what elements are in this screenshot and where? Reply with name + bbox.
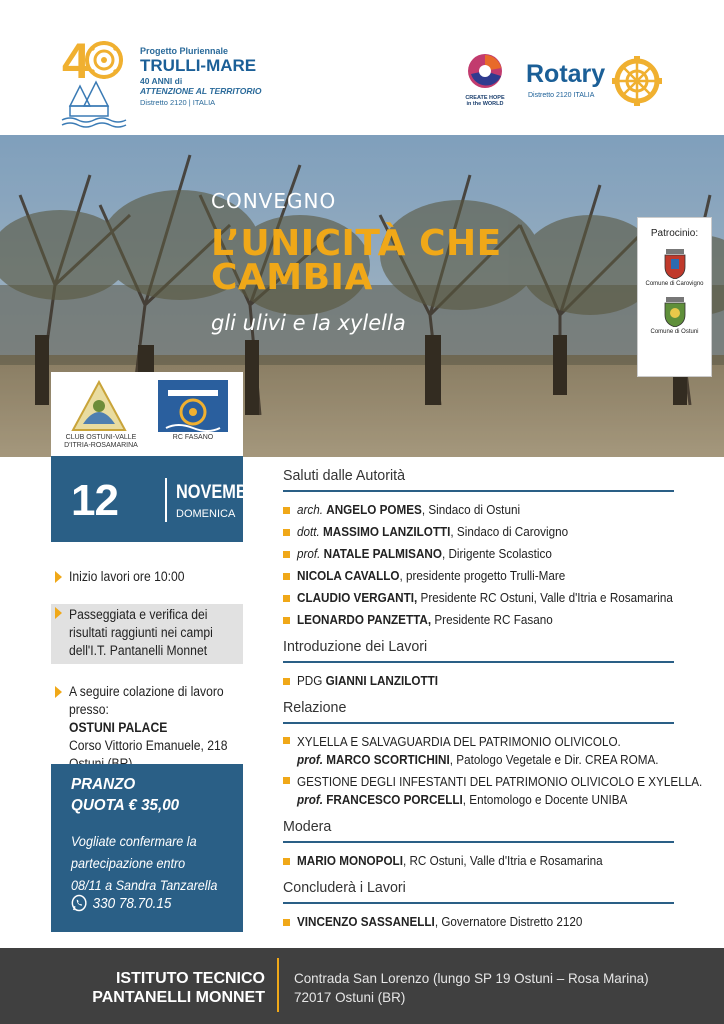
header [0,0,724,135]
address-line1: Contrada San Lorenzo (lungo SP 19 Ostuni – Rosa Marina) [294,970,649,986]
confirm-line2: partecipazione entro [71,855,186,871]
school-line2: PANTANELLI MONNET [92,989,265,1006]
trulli-mare-40-logo [60,30,130,128]
walk-item [51,604,243,664]
chw-tag2: in the WORLD [466,101,504,107]
start-time-text: Inizio lavori ore 10:00 [69,569,185,584]
rotary-logo [526,56,666,106]
patron2-name: Comune di Ostuni [650,329,699,335]
speaker-role: Presidente RC Ostuni, Valle d'Itria e Rosamarina [417,590,673,605]
school-address [294,969,649,1007]
bullet-square [283,919,290,926]
club1-line1: CLUB OSTUNI-VALLE [65,434,137,441]
speaker-name: MARCO SCORTICHINI [326,752,450,767]
chw-tag1: CREATE HOPE [465,95,505,101]
section-title: Relazione [283,699,347,716]
date-box [51,456,271,542]
create-hope-icon [465,52,505,90]
list-item [283,850,678,872]
clubs-box [51,372,243,456]
lunch-street: Corso Vittorio Emanuele, 218 [69,738,228,753]
section-title: Saluti dalle Autorità [283,467,406,484]
speaker-title: prof. [297,792,324,807]
list-item [283,731,678,771]
date-weekday: DOMENICA [176,508,236,520]
pranzo-phone[interactable] [71,894,171,912]
speaker-title: dott. [297,524,320,539]
bullet-square [283,777,290,784]
speaker-name: FRANCESCO PORCELLI [326,792,463,807]
date-day: 12 [71,476,118,525]
speaker-title: prof. [297,752,324,767]
event-title [211,223,502,298]
section-divider [283,722,674,724]
start-time-item [51,568,243,590]
speaker-prefix: PDG [297,673,326,688]
club2-name: RC FASANO [172,434,214,441]
speaker-name: GIANNI LANZILOTTI [325,673,439,688]
section-divider [283,902,674,904]
speaker-name: MASSIMO LANZILOTTI [323,524,451,539]
section-saluti [283,466,678,631]
speaker-role: , Dirigente Scolastico [441,546,552,561]
confirm-line3: 08/11 a Sandra Tanzarella [71,877,218,893]
section-title: Introduzione dei Lavori [283,638,428,655]
svg-text:4: 4 [62,33,90,89]
club1-name [61,434,141,450]
walk-text: Passeggiata e verifica dei risultati raggiunti nei campi dell'I.T. Pantanelli Monnet [69,607,213,658]
speaker-title: arch. [297,502,324,517]
speaker-role: , presidente progetto Trulli-Mare [399,568,566,583]
project-line2: ATTENZIONE AL TERRITORIO [140,86,262,96]
rc-fasano-logo-icon [158,380,228,432]
section-modera [283,817,678,872]
event-kicker: CONVEGNO [211,189,337,213]
speaker-role: , Sindaco di Ostuni [421,502,521,517]
bullet-square [283,737,290,744]
patron1-name: Comune di Carovigno [645,281,704,287]
speaker-name: MARIO MONOPOLI [297,853,403,868]
create-hope-logo [460,52,510,110]
pranzo-confirm [71,830,233,896]
list-item [283,587,678,609]
rotary-wheel-icon [612,56,662,106]
hero-title-block [211,189,502,335]
project-small: Progetto Pluriennale [140,46,229,56]
bullet-square [283,678,290,685]
project-name: TRULLI-MARE [140,56,257,75]
confirm-line1: Vogliate confermare la [71,833,197,849]
event-subtitle: gli ulivi e la xylella [211,311,406,335]
list-item [283,565,678,587]
speaker-name: CLAUDIO VERGANTI, [297,590,418,605]
lunch-item [51,683,243,753]
list-item [283,543,678,565]
speaker-name: NICOLA CAVALLO [297,568,400,583]
school-name [60,969,265,1007]
talk-topic: XYLELLA E SALVAGUARDIA DEL PATRIMONIO OLIVICOLO. [297,734,621,749]
event-title-line1: L’UNICITÀ CHE [211,223,502,264]
rotary-word: Rotary [526,60,606,88]
speaker-name: LEONARDO PANZETTA, [297,612,432,627]
speaker-name: NATALE PALMISANO [323,546,442,561]
project-district: Distretto 2120 | ITALIA [140,98,216,107]
phone-number: 330 78.70.15 [92,894,172,912]
club-ostuni-logo-icon [71,380,127,432]
bullet-square [283,617,290,624]
lunch-text [51,683,236,773]
lunch-intro: A seguire colazione di lavoro presso: [69,684,224,717]
footer-separator [277,958,279,1012]
section-divider [283,490,674,492]
speaker-role: , Sindaco di Carovigno [450,524,569,539]
speaker-role: , Governatore Distretto 2120 [434,914,583,929]
speaker-name: ANGELO POMES [326,502,422,517]
patrocinio-box [637,217,712,377]
bullet-square [283,573,290,580]
section-title: Modera [283,818,332,835]
speaker-role: Presidente RC Fasano [431,612,553,627]
list-item [283,911,678,933]
speaker-name: VINCENZO SASSANELLI [297,914,435,929]
pranzo-line1: PRANZO [71,776,136,793]
project-text [140,46,262,107]
bullet-square [283,858,290,865]
event-title-line2: CAMBIA [211,257,373,298]
patrocinio-title: Patrocinio: [650,228,699,239]
address-line2: 72017 Ostuni (BR) [294,989,406,1005]
list-item [283,499,678,521]
section-relazione [283,698,703,811]
rotary-district: Distretto 2120 ITALIA [528,92,595,99]
school-line1: ISTITUTO TECNICO [115,970,265,987]
lunch-place: OSTUNI PALACE [69,720,168,735]
section-divider [283,661,674,663]
bullet-square [283,529,290,536]
pranzo-title [71,774,179,816]
program [283,466,703,939]
project-line1: 40 ANNI di [140,76,183,86]
pranzo-box [51,764,243,932]
whatsapp-icon [71,894,87,912]
list-item [283,609,678,631]
list-item [283,771,703,811]
club1-line2: D'ITRIA-ROSAMARINA [64,442,138,449]
bullet-square [283,507,290,514]
footer [0,948,724,1024]
date-month: NOVEMBRE [176,482,271,503]
speaker-role: , Entomologo e Docente UNIBA [462,792,628,807]
section-conclude [283,878,678,933]
speaker-role: , Patologo Vegetale e Dir. CREA ROMA. [449,752,659,767]
speaker-role: , RC Ostuni, Valle d'Itria e Rosamarina [402,853,603,868]
speaker-title: prof. [297,546,321,561]
list-item [283,521,678,543]
section-divider [283,841,674,843]
ostuni-crest-icon [663,297,687,327]
bullet-square [283,551,290,558]
date-separator [165,478,167,522]
section-title: Concluderà i Lavori [283,879,406,896]
pranzo-line2: QUOTA € 35,00 [71,797,180,814]
section-intro [283,637,678,692]
talk-topic: GESTIONE DEGLI INFESTANTI DEL PATRIMONIO OLIVICOLO E XYLELLA. [297,774,703,789]
list-item [283,670,678,692]
bullet-square [283,595,290,602]
carovigno-crest-icon [663,249,687,279]
